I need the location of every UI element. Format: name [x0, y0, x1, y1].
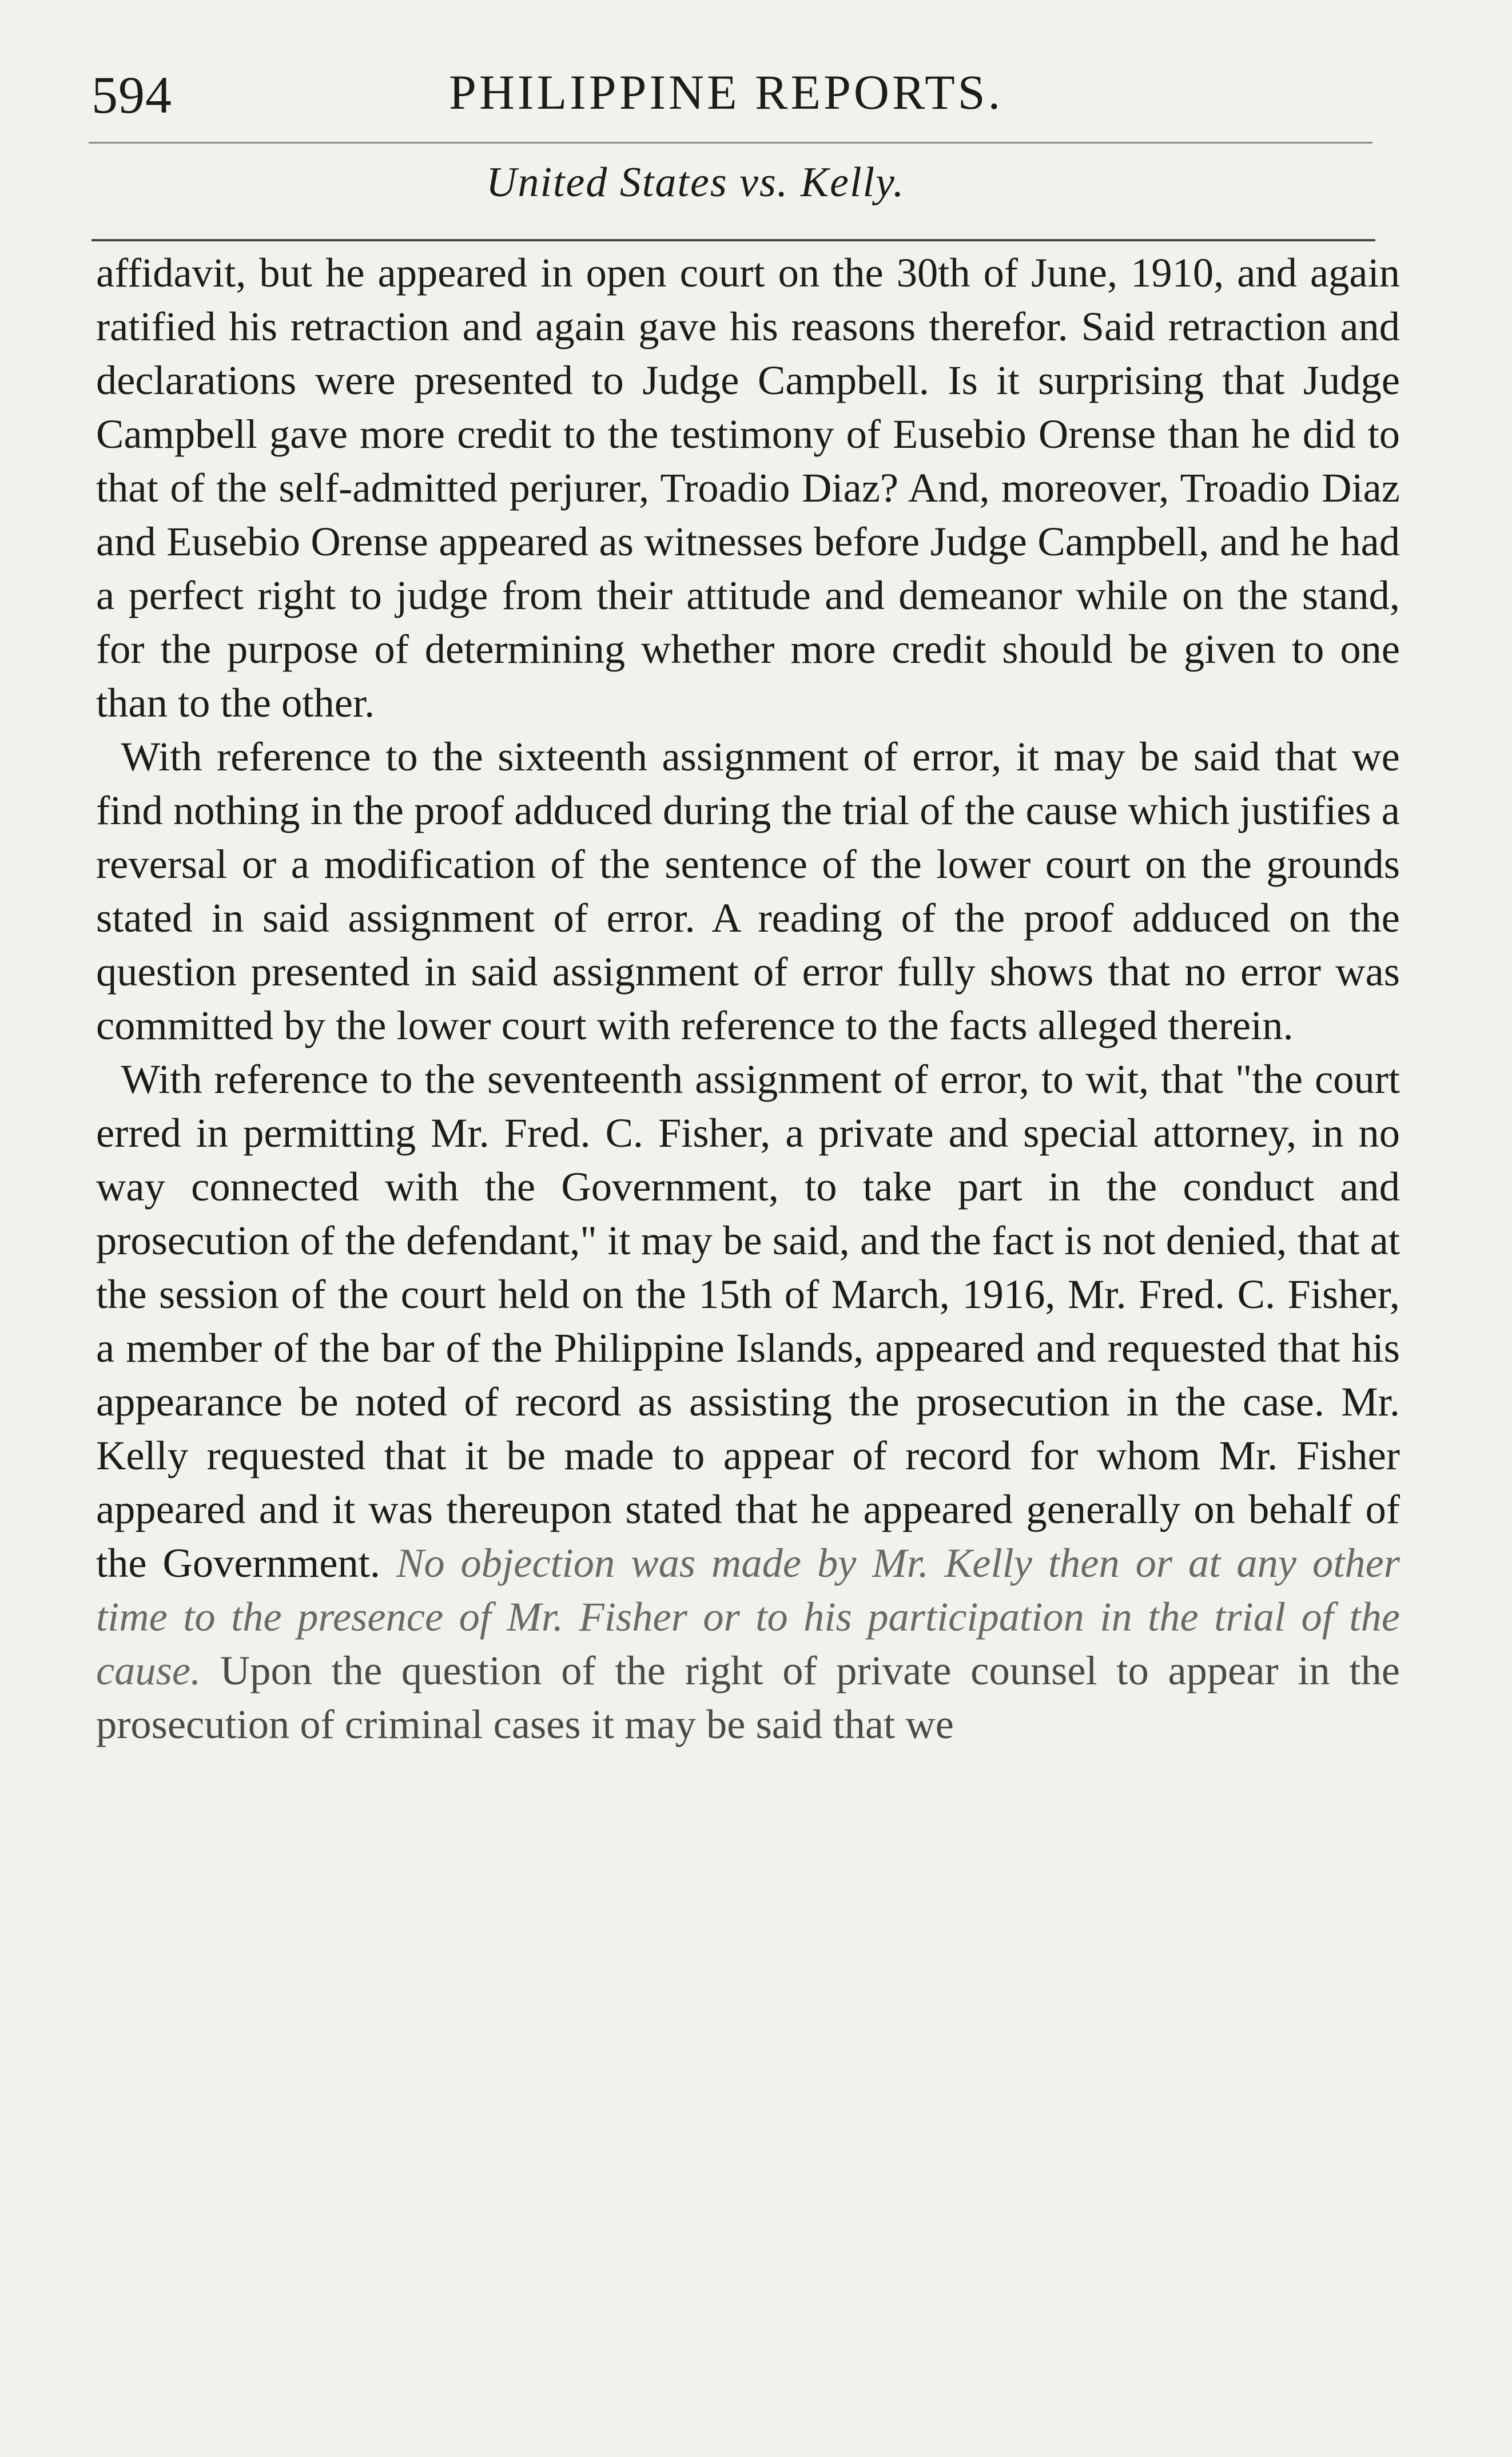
header-rule-bottom: [91, 239, 1375, 241]
paragraph-3: [96, 1052, 1400, 1751]
paragraph-1: affidavit, but he appeared in open court on the 30th of June, 1910, and again ratified his retraction and again gave his reasons therefor. Said retraction and declarations were presented to Judge Campbell. Is it surprising that Judge Campbell gave more credit to the testimony of Eusebio Orense than he did to that of the self-admitted perjurer, Troadio Diaz? And, moreover, Troadio Diaz and Eusebio Orense appeared as witnesses before Judge Campbell, and he had a perfect right to judge from their attitude and demeanor while on the stand, for the purpose of determining whether more credit should be given to one than to the other.: [96, 249, 1400, 726]
body-text: [96, 246, 1400, 1751]
case-title: United States vs. Kelly.: [486, 159, 905, 206]
header-rule-top: [89, 142, 1372, 144]
paragraph-3-text-1: With reference to the seventeenth assignment of error, to wit, that "the court erred in permitting Mr. Fred. C. Fisher, a private and special attorney, in no way connected with the Government, to take part in the conduct and prosecution of the defendant," it may be said, and the fact is not denied, that at the session of the court held on the 15th of March, 1916, Mr. Fred. C. Fisher, a member of the bar of the Philippine Islands, appeared and requested that his appearance be noted of record as assisting the prosecution in the case. Mr. Kelly requested that it be made to appear of record for whom Mr. Fisher appeared and it was thereupon stated that he appeared generally on behalf of the Government.: [96, 1056, 1400, 1586]
running-head: PHILIPPINE REPORTS.: [449, 65, 1004, 120]
paragraph-2: With reference to the sixteenth assignment of error, it may be said that we find nothing in the proof adduced during the trial of the cause which justifies a reversal or a modification of the sentence of the lower court on the grounds stated in said assignment of error. A reading of the proof adduced on the question presented in said assignment of error fully shows that no error was committed by the lower court with reference to the facts alleged therein.: [96, 733, 1400, 1048]
page-number: 594: [91, 66, 172, 124]
paragraph-3-text-2: Upon the question of the right of private counsel to appear in the prosecution of criminal cases it may be said that we: [96, 1647, 1400, 1747]
paragraph-3-italic: No objection was made by Mr. Kelly then or at any other time to the presence of Mr. Fisher or to his participation in the trial of the cause.: [96, 1540, 1400, 1693]
